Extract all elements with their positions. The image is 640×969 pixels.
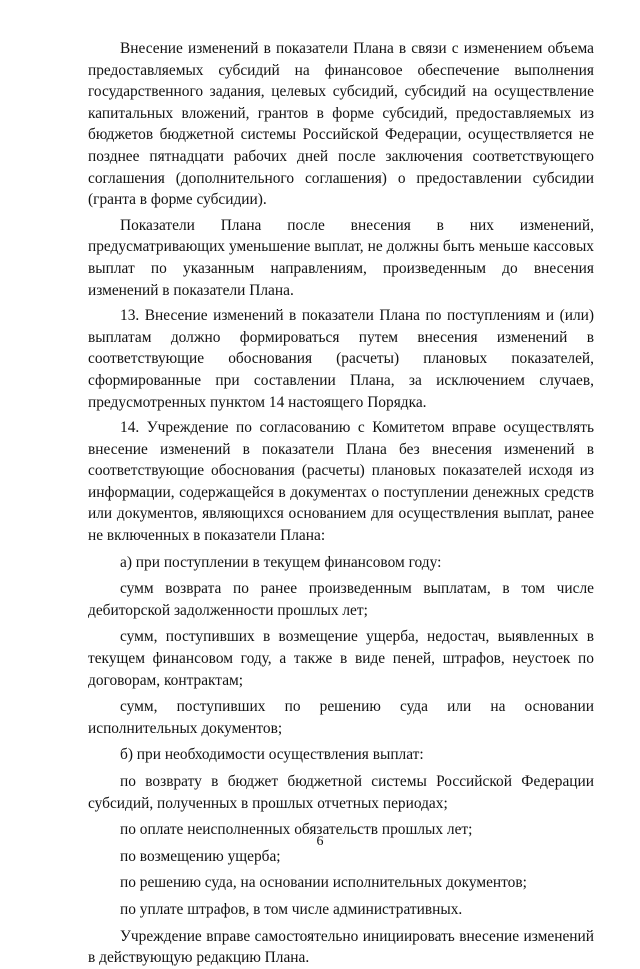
paragraph-damage-compensation: по возмещению ущерба;: [120, 847, 281, 865]
paragraph-item-13: 13. Внесение изменений в показатели Плана по поступлениям и (или) выплатам должно формироваться путем внесения изменений в соответствующие обоснования (расчеты) плановых показателей, сформированные при составлении Плана, за исключением случаев, предусмотренных пунктом 14 настоящего Порядка.: [88, 307, 594, 411]
paragraph-subitem-b: б) при необходимости осуществления выплат:: [120, 746, 424, 764]
paragraph-damage-sums: сумм, поступивших в возмещение ущерба, недостач, выявленных в текущем финансовом году, а также в виде пеней, штрафов, неустоек по договорам, контрактам;: [88, 628, 594, 689]
paragraph-self-initiation: Учреждение вправе самостоятельно инициировать внесение изменений в действующую редакцию Плана.: [88, 927, 594, 967]
paragraph-court-sums: сумм, поступивших по решению суда или на основании исполнительных документов;: [88, 698, 594, 737]
paragraph-court-decision: по решению суда, на основании исполнительных документов;: [120, 874, 527, 892]
paragraph-subsidy-return: по возврату в бюджет бюджетной системы Российской Федерации субсидий, полученных в прошлых отчетных периодах;: [88, 773, 594, 812]
paragraph-subsidy-changes: Внесение изменений в показатели Плана в связи с изменением объема предоставляемых субсидий на финансовое обеспечение выполнения государственного задания, целевых субсидий, субсидий на осуществление капитальных вложений, грантов в форме субсидий, предоставляемых из бюджетов бюджетной системы Российской Федерации, осуществляется не позднее пятнадцати рабочих дней после заключения соответствующего соглашения (дополнительного соглашения) о предоставлении субсидии (гранта в форме субсидии).: [88, 40, 594, 209]
paragraph-unfulfilled-obligations: по оплате неисполненных обязательств прошлых лет;: [120, 821, 473, 839]
paragraph-fines: по уплате штрафов, в том числе административных.: [120, 900, 463, 918]
paragraph-subitem-a: а) при поступлении в текущем финансовом году:: [120, 553, 442, 571]
paragraph-item-14: 14. Учреждение по согласованию с Комитетом вправе осуществлять внесение изменений в показатели Плана без внесения изменений в соответствующие обоснования (расчеты) плановых показателей исходя из информации, содержащейся в документах о поступлении денежных средств или документов, являющихся основанием для осуществления выплат, ранее не включенных в показатели Плана:: [88, 419, 594, 545]
page-number: 6: [316, 834, 324, 849]
document-body: [88, 38, 594, 969]
paragraph-refund-sums: сумм возврата по ранее произведенным выплатам, в том числе дебиторской задолженности прошлых лет;: [88, 580, 594, 619]
paragraph-reduced-payments: Показатели Плана после внесения в них изменений, предусматривающих уменьшение выплат, не должны быть меньше кассовых выплат по указанным направлениям, произведенным до внесения изменений в показатели Плана.: [88, 216, 594, 299]
